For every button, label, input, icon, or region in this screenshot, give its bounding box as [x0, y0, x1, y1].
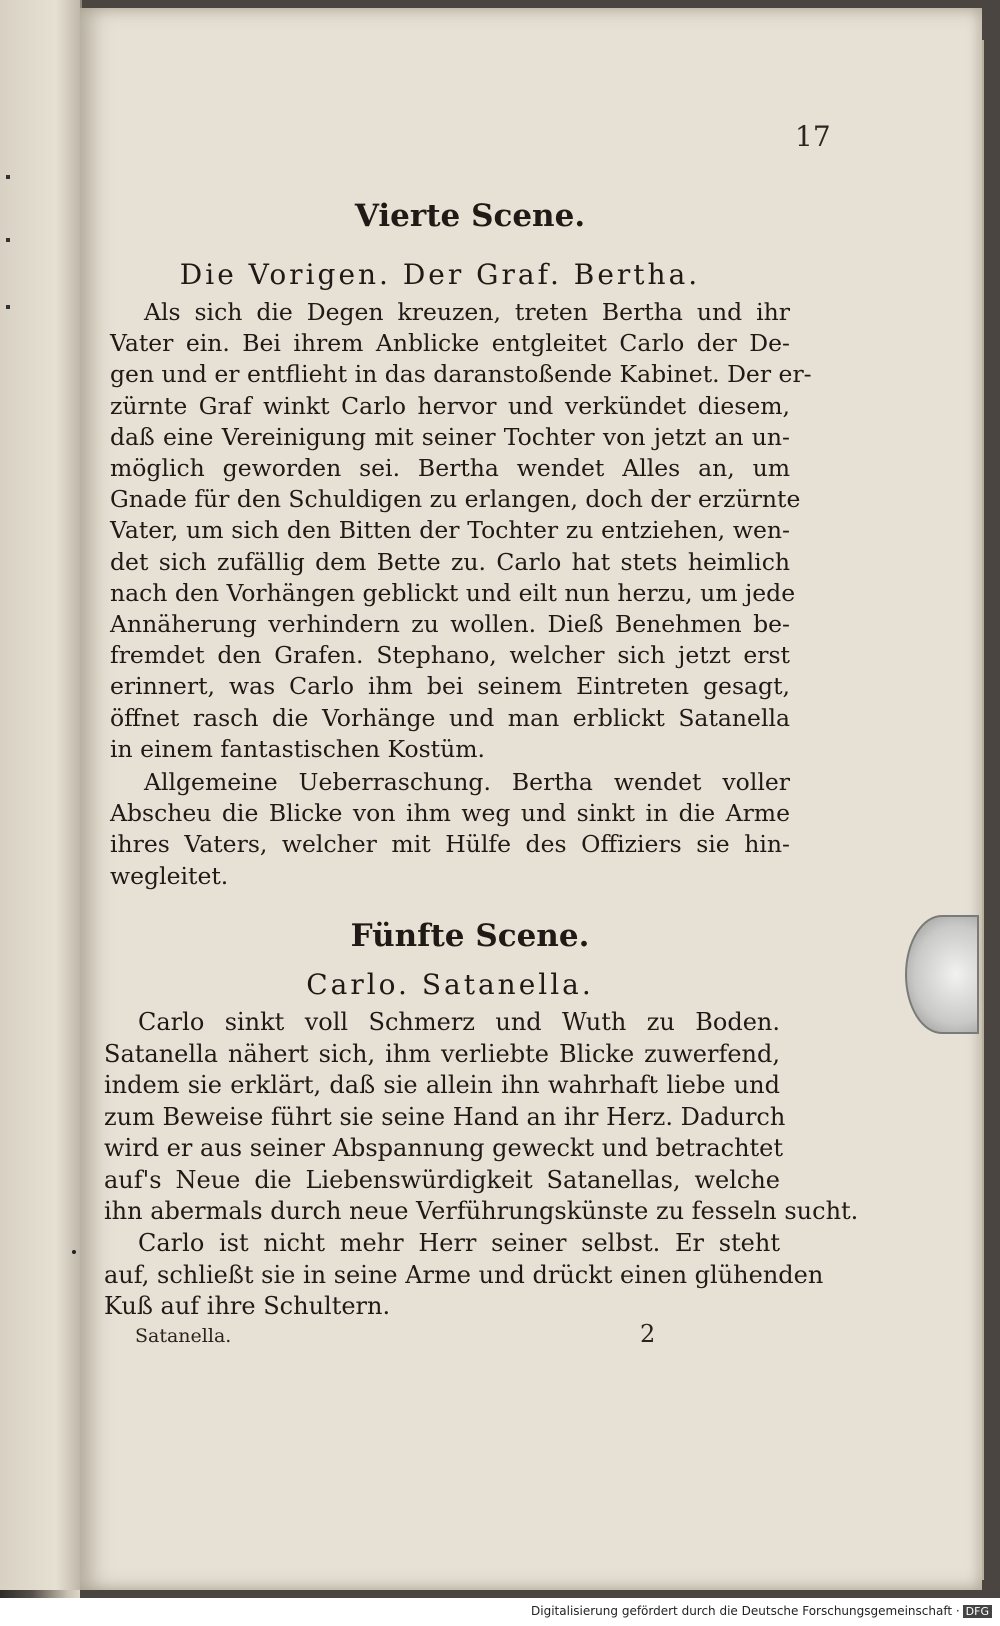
scene5-paragraph-2: [104, 1228, 824, 1323]
text-line: Kuß auf ihre Schultern.: [104, 1292, 391, 1320]
text-line: wegleitet.: [110, 861, 229, 890]
speck: [6, 305, 10, 309]
speck: [72, 1250, 76, 1254]
text-line: Gnade für den Schuldigen zu erlangen, doch der erzürnte: [110, 485, 801, 514]
text-line: Als sich die Degen kreuzen, treten Bertha und ihr: [144, 298, 790, 326]
text-line: Satanella nähert sich, ihm verliebte Blicke zuwerfend,: [104, 1039, 780, 1068]
signature-mark: Satanella.: [135, 1325, 232, 1347]
text-line: nach den Vorhängen geblickt und eilt nun herzu, um jede: [110, 578, 796, 607]
dfg-logo: DFG: [963, 1605, 992, 1618]
text-line: det sich zufällig dem Bette zu. Carlo hat stets heimlich: [110, 547, 790, 576]
text-line: fremdet den Grafen. Stephano, welcher sich jetzt erst: [110, 641, 790, 670]
text-line: ihn abermals durch neue Verführungskünste zu fesseln sucht.: [104, 1197, 859, 1225]
page-clip: [905, 915, 979, 1034]
text-line: wird er aus seiner Abspannung geweckt und betrachtet: [104, 1134, 784, 1162]
scene5-title: Fünfte Scene.: [350, 918, 590, 954]
text-line: öffnet rasch die Vorhänge und man erblickt Satanella: [110, 703, 790, 732]
speck: [6, 238, 10, 242]
text-line: Carlo sinkt voll Schmerz und Wuth zu Boden.: [138, 1008, 780, 1036]
scene4-characters: Die Vorigen. Der Graf. Bertha.: [179, 258, 701, 291]
text-line: erinnert, was Carlo ihm bei seinem Eintreten gesagt,: [110, 672, 790, 701]
text-line: auf's Neue die Liebenswürdigkeit Satanellas, welche: [104, 1165, 780, 1194]
scene4-paragraph-2: [110, 767, 790, 892]
text-line: auf, schließt sie in seine Arme und drückt einen glühenden: [104, 1260, 824, 1289]
text-line: zum Beweise führt sie seine Hand an ihr Herz. Dadurch: [104, 1102, 786, 1131]
page-number: 17: [795, 120, 831, 153]
text-line: Abscheu die Blicke von ihm weg und sinkt in die Arme: [110, 799, 790, 828]
text-line: daß eine Vereinigung mit seiner Tochter von jetzt an un-: [110, 422, 790, 451]
signature-number: 2: [640, 1320, 656, 1348]
scene5-paragraph-1: [104, 1007, 859, 1228]
text-line: Carlo ist nicht mehr Herr seiner selbst. Er steht: [138, 1229, 780, 1257]
text-line: indem sie erklärt, daß sie allein ihn wahrhaft liebe und: [104, 1071, 780, 1099]
text-line: zürnte Graf winkt Carlo hervor und verkündet diesem,: [110, 391, 790, 420]
scene4-paragraph-1: [110, 297, 812, 765]
text-line: Vater, um sich den Bitten der Tochter zu entziehen, wen-: [110, 516, 790, 545]
text-line: gen und er entflieht in das daranstoßende Kabinet. Der er-: [110, 360, 812, 389]
credit-text: Digitalisierung gefördert durch die Deutsche Forschungsgemeinschaft ·: [531, 1604, 960, 1618]
speck: [6, 175, 10, 179]
scene4-title: Vierte Scene.: [354, 198, 586, 234]
digitization-credit: [531, 1604, 992, 1618]
text-line: Vater ein. Bei ihrem Anblicke entgleitet Carlo der De-: [110, 329, 790, 358]
text-line: in einem fantastischen Kostüm.: [110, 734, 485, 763]
text-line: Annäherung verhindern zu wollen. Dieß Benehmen be-: [110, 610, 790, 639]
text-line: Allgemeine Ueberraschung. Bertha wendet voller: [144, 768, 790, 796]
previous-page-edge: [0, 0, 82, 1590]
text-line: ihres Vaters, welcher mit Hülfe des Offiziers sie hin-: [110, 830, 790, 859]
scene5-characters: Carlo. Satanella.: [306, 968, 594, 1001]
text-line: möglich geworden sei. Bertha wendet Alles an, um: [110, 454, 790, 483]
